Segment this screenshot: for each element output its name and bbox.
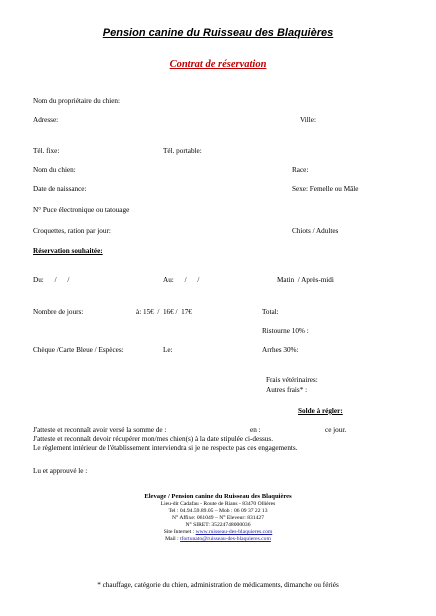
address-label: Adresse: (33, 116, 59, 124)
date-to-label: Au: / / (163, 276, 200, 284)
footer-company-name: Elevage / Pension canine du Ruisseau des Blaquières (144, 493, 292, 500)
footer-siret: N° SIRET: 35224748000036 (185, 522, 251, 528)
reservation-heading: Réservation souhaitée: (33, 247, 103, 255)
approved-label: Lu et approuvé le : (33, 467, 88, 475)
document-subtitle: Contrat de réservation (169, 59, 267, 70)
website-link[interactable]: www.ruisseau-des-blaquieres.com (195, 529, 273, 535)
declaration-line1-in: en : (250, 426, 261, 434)
vet-fees-label: Frais vétérinaires: (266, 376, 318, 384)
footer-website (0, 529, 436, 536)
deposit-label: Arrhes 30%: (262, 346, 299, 354)
kibble-label: Croquettes, ration par jour: (33, 227, 111, 235)
owner-name-label: Nom du propriétaire du chien: (33, 97, 121, 105)
days-label: Nombre de jours: (33, 308, 84, 316)
payment-date-label: Le: (163, 346, 173, 354)
declaration-line1-today: ce jour. (325, 426, 347, 434)
city-label: Ville: (300, 116, 316, 124)
footer-affix: N° Affixe: 061049 – N° Eleveur: 831427 (172, 515, 264, 521)
total-label: Total: (262, 308, 279, 316)
time-of-day-label: Matin / Après-midi (277, 276, 334, 284)
phone-fixed-label: Tél. fixe: (33, 147, 60, 155)
date-from-label: Du: / / (33, 276, 70, 284)
footer-phone: Tel : 04.94.59.89.05 – Mob : 06 09 37 22 13 (168, 508, 268, 514)
footer-mail (0, 536, 436, 543)
dog-name-label: Nom du chien: (33, 166, 76, 174)
discount-label: Ristourne 10% : (262, 327, 309, 335)
payment-method-label: Chèque /Carte Bleue / Espèces: (33, 346, 124, 354)
breed-label: Race: (292, 166, 309, 174)
footer-address: Lieu-dit Cadafau - Route de Rians - 83470 Ollières (160, 501, 276, 507)
rates-label: à: 15€ / 16€ / 17€ (136, 308, 192, 316)
phone-mobile-label: Tél. portable: (163, 147, 202, 155)
declaration-line3: Le règlement intérieur de l'établissement interviendra si je ne respecte pas ces engagements. (33, 444, 298, 452)
declaration-line1-amount: J'atteste et reconnaît avoir versé la somme de : (33, 426, 167, 434)
mail-link[interactable]: tfortunato@ruisseau-des-blaquieres.com (180, 536, 271, 542)
puppy-adult-label: Chiots / Adultes (292, 227, 339, 235)
other-fees-label: Autres frais* : (266, 386, 308, 394)
sex-label: Sexe: Femelle ou Mâle (292, 185, 359, 193)
mail-label: Mail : (165, 536, 181, 542)
balance-label: Solde à régler: (298, 407, 343, 415)
birth-date-label: Date de naissance: (33, 185, 87, 193)
chip-label: N° Puce électronique ou tatouage (33, 206, 130, 214)
declaration-line2: J'atteste et reconnaît devoir récupérer mon/mes chien(s) à la date stipulée ci-dessus. (33, 435, 273, 443)
footnote: * chauffage, catégorie du chien, administration de médicaments, dimanche ou fériés (97, 581, 339, 589)
website-label: Site Internet : (163, 529, 196, 535)
document-title: Pension canine du Ruisseau des Blaquières (102, 27, 334, 39)
